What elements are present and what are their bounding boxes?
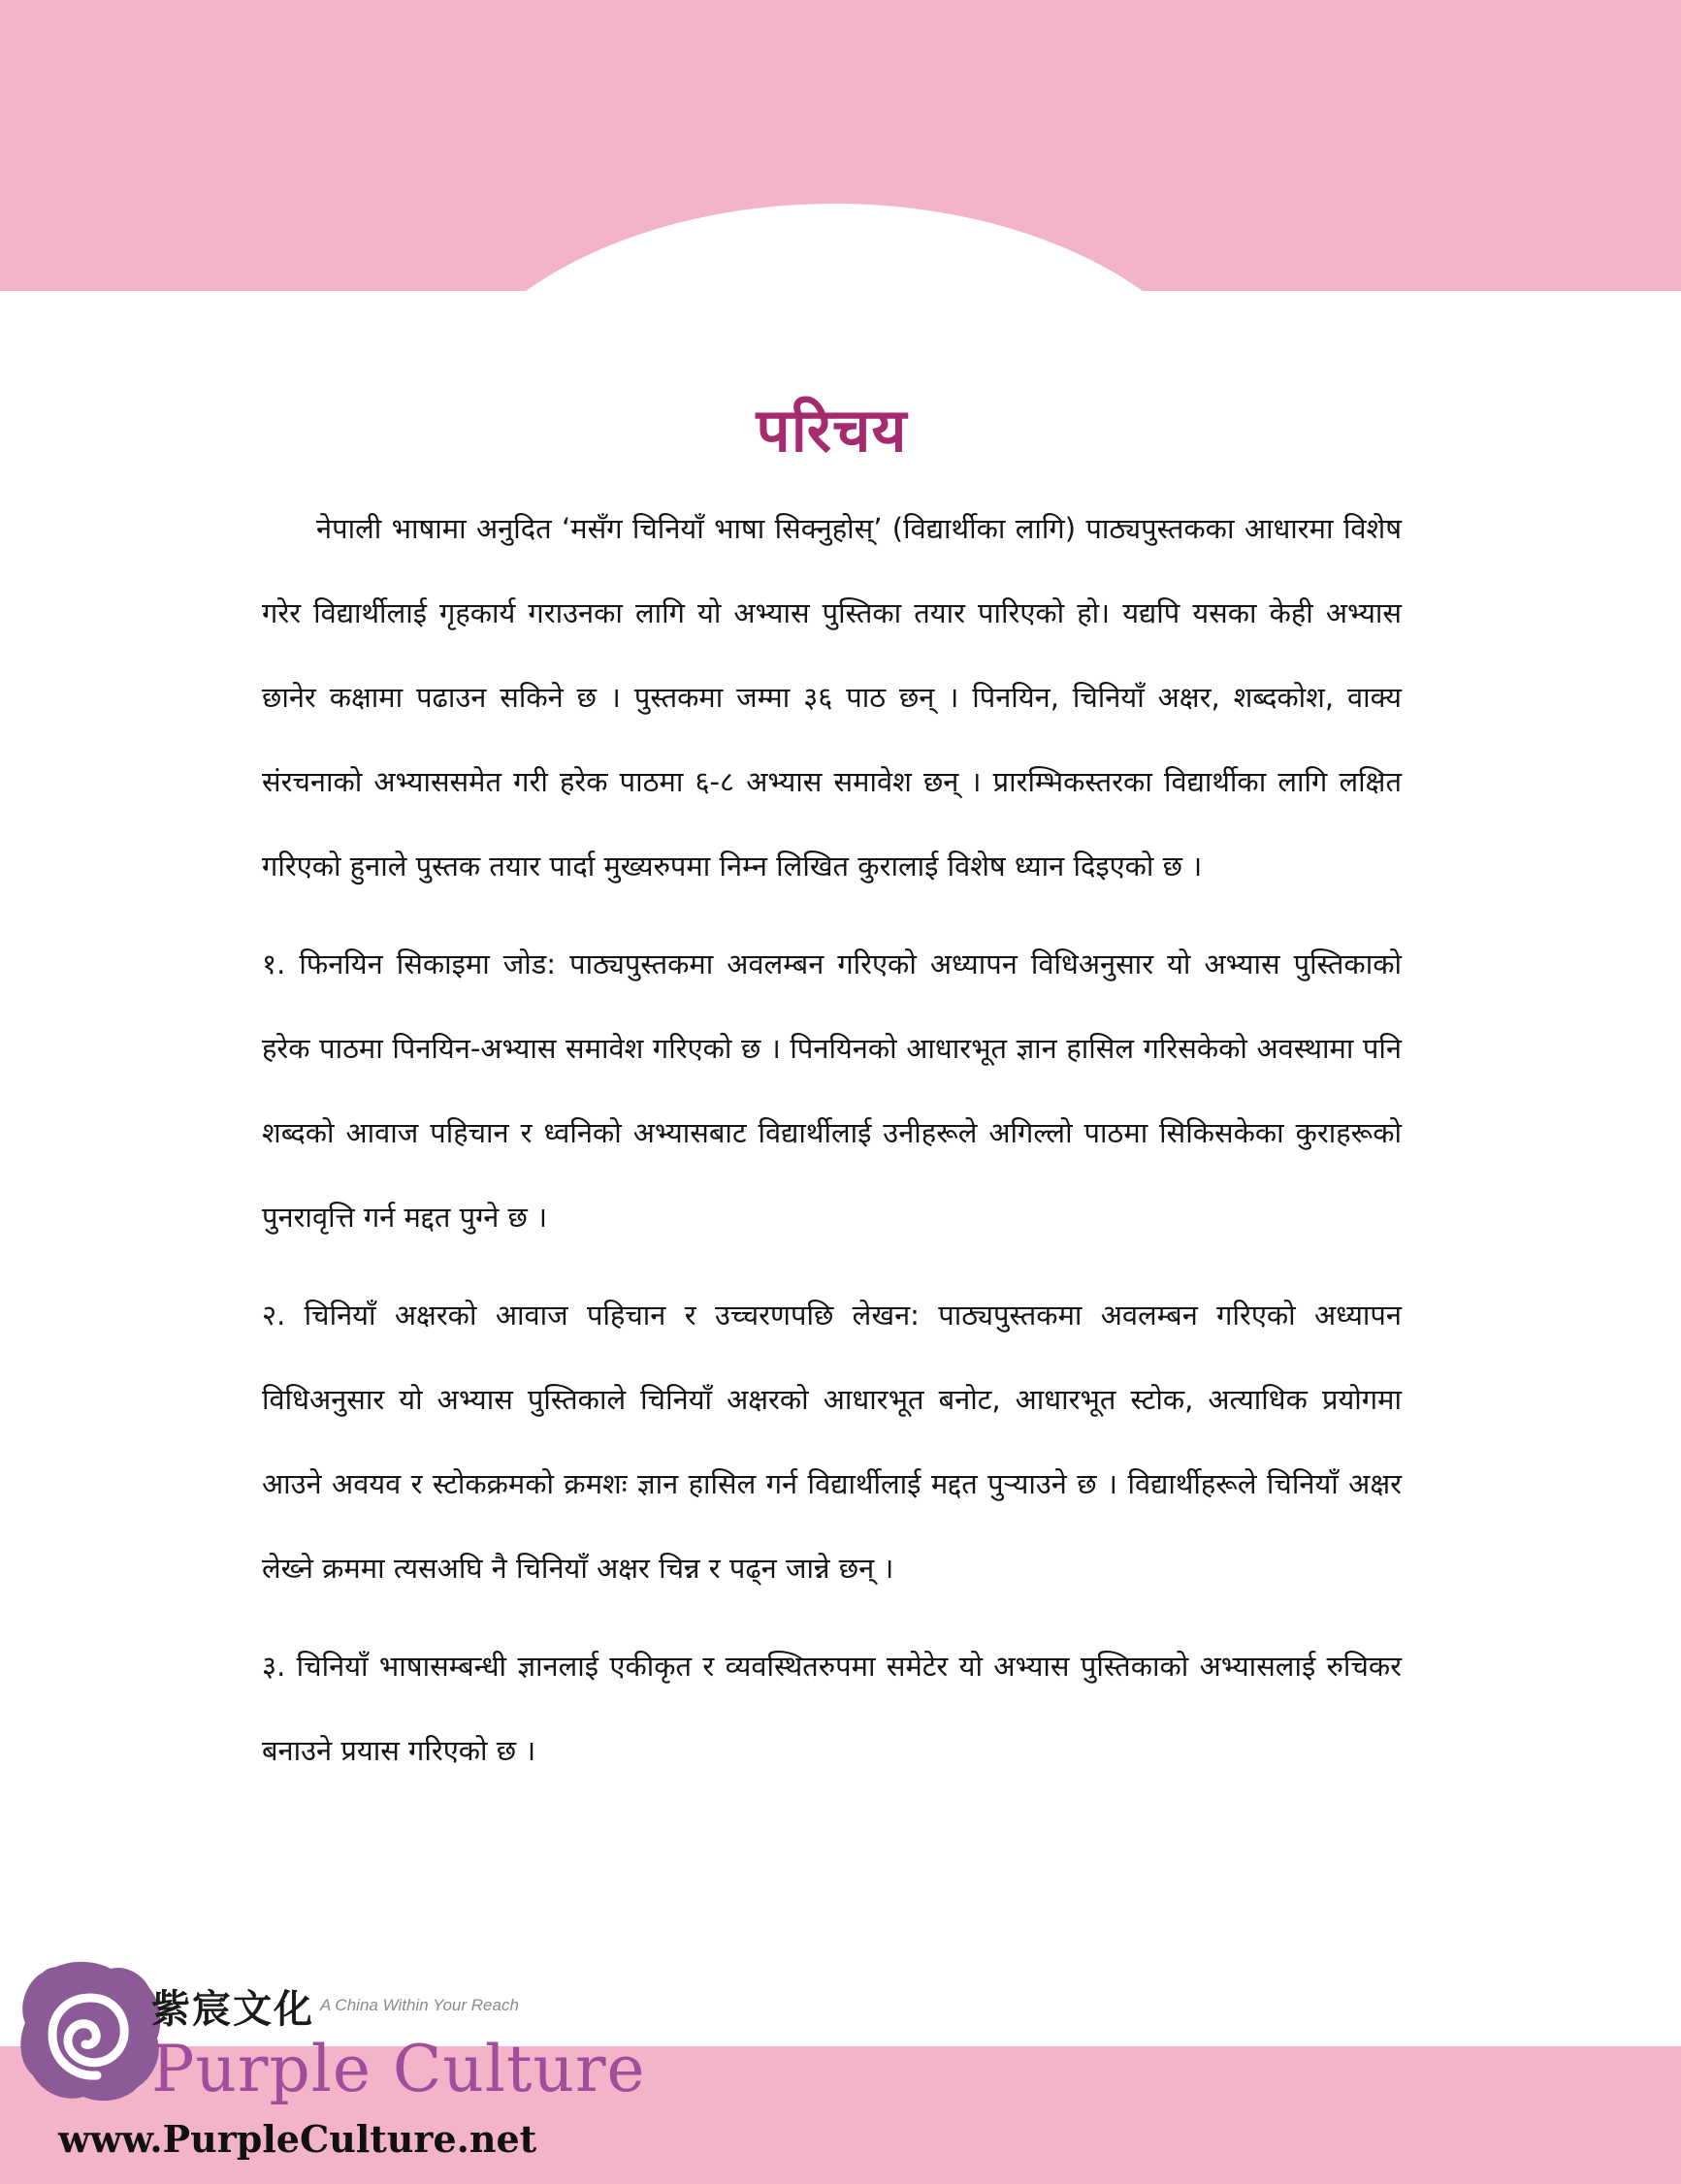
page-title: परिचय <box>756 395 908 466</box>
point-3-paragraph: ३. चिनियाँ भाषासम्बन्धी ज्ञानलाई एकीकृत र व्यवस्थितरुपमा समेटेर यो अभ्यास पुस्तिकाको अभ्यासलाई रुचिकर बनाउने प्रयास गरिएको छ । <box>262 1650 1402 1767</box>
logo-tagline: A China Within Your Reach <box>320 1996 519 2014</box>
point-2-paragraph: २. चिनियाँ अक्षरको आवाज पहिचान र उच्चरणपछि लेखन: पाठ्यपुस्तकमा अवलम्बन गरिएको अध्यापन विधिअनुसार यो अभ्यास पुस्तिकाले चिनियाँ अक्षरको आधारभूत बनोट, आधारभूत स्टोक, अत्याधिक प्रयोगमा आउने अवयव र स्टोकक्रमको क्रमशः ज्ञान हासिल गर्न विद्यार्थीलाई मद्दत पुऱ्याउने छ । विद्यार्थीहरूले चिनियाँ अक्षर लेख्ने क्रममा त्यसअघि नै चिनियाँ अक्षर चिन्न र पढ्न जान्ने छन् । <box>262 1299 1402 1585</box>
logo-chinese-text: 紫宸文化 <box>151 1986 314 2032</box>
intro-paragraph: नेपाली भाषामा अनुदित ‘मसँग चिनियाँ भाषा सिक्नुहोस्’ (विद्यार्थीका लागि) पाठ्यपुस्तकका आधारमा विशेष गरेर विद्यार्थीलाई गृहकार्य गराउनका लागि यो अभ्यास पुस्तिका तयार पारिएको हो। यद्यपि यसका केही अभ्यास छानेर कक्षामा पढाउन सकिने छ । पुस्तकमा जम्मा ३६ पाठ छन् । पिनयिन, चिनियाँ अक्षर, शब्दकोश, वाक्य संरचनाको अभ्याससमेत गरी हरेक पाठमा ६-८ अभ्यास समावेश छन् । प्रारम्भिकस्तरका विद्यार्थीका लागि लक्षित गरिएको हुनाले पुस्तक तयार पार्दा मुख्यरुपमा निम्न लिखित कुरालाई विशेष ध्यान दिइएको छ । <box>262 512 1402 883</box>
logo-brand-name: Purple Culture <box>151 2032 646 2106</box>
point-1-paragraph: १. फिनयिन सिकाइमा जोड: पाठ्यपुस्तकमा अवलम्बन गरिएको अध्यापन विधिअनुसार यो अभ्यास पुस्तिकाको हरेक पाठमा पिनयिन-अभ्यास समावेश गरिएको छ । पिनयिनको आधारभूत ज्ञान हासिल गरिसकेको अवस्थामा पनि शब्दको आवाज पहिचान र ध्वनिको अभ्यासबाट विद्यार्थीलाई उनीहरूले अगिल्लो पाठमा सिकिसकेका कुराहरूको पुनरावृत्ति गर्न मद्दत पुग्ने छ । <box>262 947 1402 1234</box>
website-url-link[interactable]: www.PurpleCulture.net <box>58 2117 537 2161</box>
swirl-logo-icon <box>17 1959 163 2104</box>
purple-culture-logo[interactable] <box>17 1959 646 2177</box>
document-content <box>262 388 1402 1793</box>
